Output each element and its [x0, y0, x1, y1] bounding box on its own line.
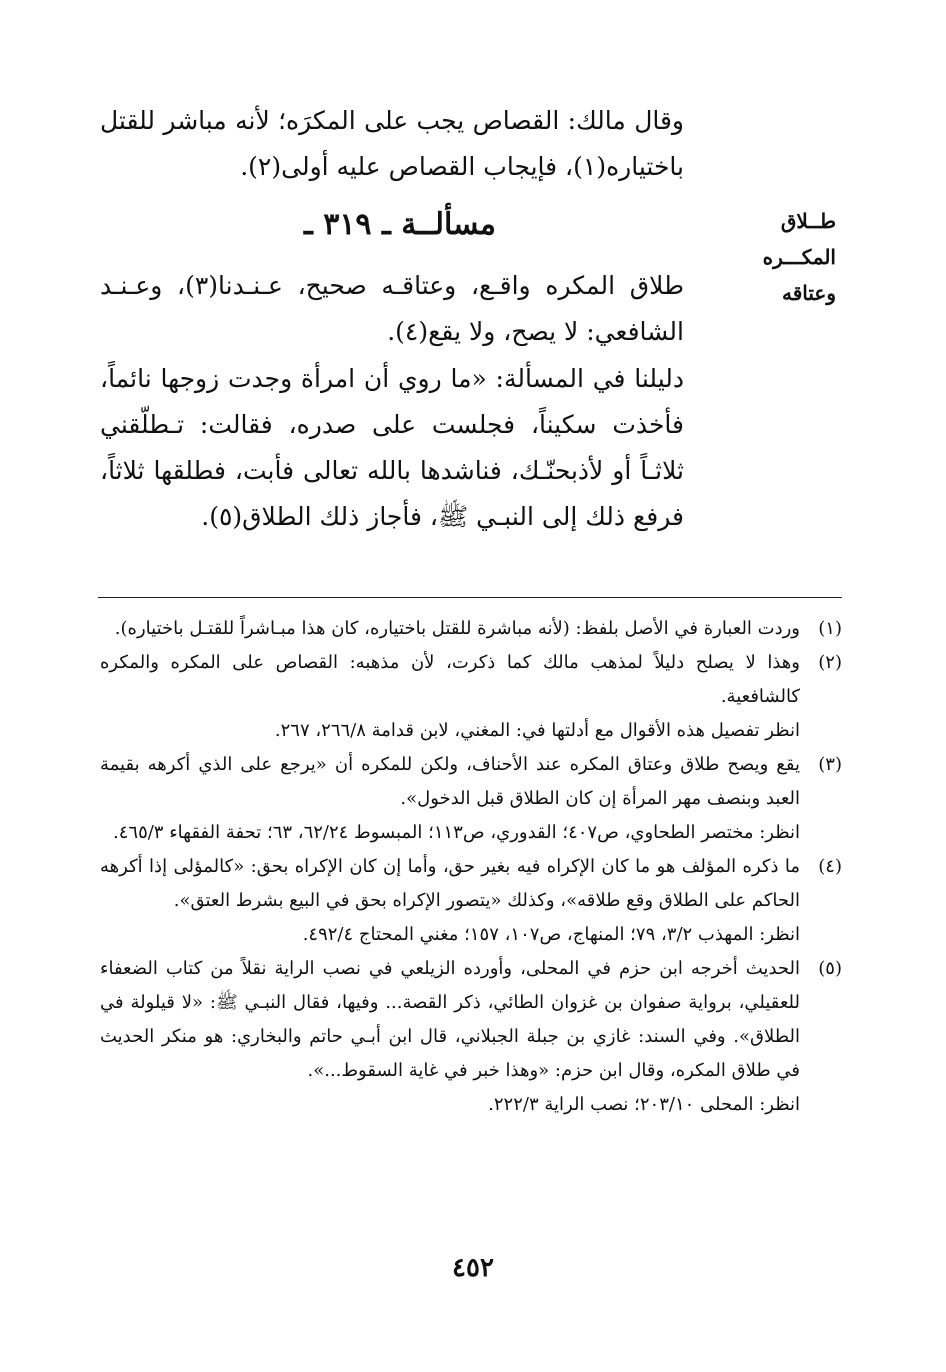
footnote-number: (١): [818, 618, 842, 639]
footnote-body: [100, 748, 800, 850]
footnote-5: [100, 952, 842, 1122]
footnote-4: [100, 850, 842, 952]
footnote-reference: انظر: مختصر الطحاوي، ص٤٠٧؛ القدوري، ص١١٣؛ المبسوط ٦٢/٢٤، ٦٣؛ تحفة الفقهاء ٤٦٥/٣.: [113, 822, 800, 843]
footnote-3: [100, 748, 842, 850]
footnote-number: (٤): [818, 856, 842, 877]
footnote-number: (٣): [818, 754, 842, 775]
paragraph-ruling: طلاق المكره واقـع، وعتاقـه صحيح، عـنـدنا(٣)، وعـنـد الشافعي: لا يصح، ولا يقع(٤).: [100, 271, 684, 346]
footnote-line: ما ذكره المؤلف هو ما كان الإكراه فيه بغير حق، وأما إن كان الإكراه بحق: «كالمؤلى إذا أكرهه الحاكم على الطلاق وقع طلاقه»، وكذلك «يتصور الإكراه بحق في البيع بشرط العتق».: [100, 856, 800, 911]
footnotes: [100, 612, 842, 1122]
footnote-reference: انظر: المهذب ٣/٢، ٧٩؛ المنهاج، ص١٠٧، ١٥٧؛ مغني المحتاج ٤٩٢/٤.: [302, 924, 800, 945]
footnote-body: [100, 850, 800, 952]
footnote-body: [100, 612, 800, 646]
footnote-reference: انظر تفصيل هذه الأقوال مع أدلتها في: المغني، لابن قدامة ٢٦٦/٨، ٢٦٧.: [274, 720, 800, 741]
footnote-2: [100, 646, 842, 748]
footnote-line: وردت العبارة في الأصل بلفظ: (لأنه مباشرة للقتل باختياره، كان هذا مبـاشراً للقتـل باختياره).: [114, 618, 800, 639]
footnote-line: وهذا لا يصلح دليلاً لمذهب مالك كما ذكرت، لأن مذهبه: القصاص على المكره والمكره كالشافعية.: [100, 652, 800, 707]
paragraph-evidence: دليلنا في المسألة: «ما روي أن امرأة وجدت زوجها نائماً، فأخذت سكيناً، فجلست على صدره، فقالت: تـطلّقني ثلاثـاً أو لأذبحنّـك، فناشدها بالله تعالى فأبت، فطلقها ثلاثاً، فرفع ذلك إلى النبـي ﷺ، فأجاز ذلك الطلاق(٥).: [100, 364, 684, 531]
page-number: ٤٥٢: [452, 1253, 494, 1283]
issue-heading: مسألــة ـ ٣١٩ ـ: [303, 207, 496, 242]
paragraph-malik-opinion: وقال مالك: القصاص يجب على المكرَه؛ لأنه مباشر للقتل باختياره(١)، فإيجاب القصاص عليه أولى(٢).: [100, 106, 684, 181]
footnote-1: [100, 612, 842, 646]
footnote-body: [100, 646, 800, 748]
footnote-number: (٥): [818, 958, 842, 979]
footnote-reference: انظر: المحلى ٢٠٣/١٠؛ نصب الراية ٢٢٢/٣.: [488, 1094, 800, 1115]
footnote-body: [100, 952, 800, 1122]
footnote-line: الحديث أخرجه ابن حزم في المحلى، وأورده الزيلعي في نصب الراية نقلاً من كتاب الضعفاء للعقيلي، برواية صفوان بن غزوان الطائي، ذكر القصة... وفيها، فقال النبـي ﷺ: «لا قيلولة في الطلاق». وفي السند: غازي بن جبلة الجبلاني، قال ابن أبـي حاتم والبخاري: هو منكر الحديث في طلاق المكره، وقال ابن حزم: «وهذا خبر في غاية السقوط...».: [100, 958, 800, 1081]
footnote-line: يقع ويصح طلاق وعتاق المكره عند الأحناف، ولكن للمكره أن «يرجع على الذي أكرهه بقيمة العبد وبنصف مهر المرأة إن كان الطلاق قبل الدخول».: [100, 754, 800, 809]
footnote-divider: [98, 597, 842, 598]
footnote-number: (٢): [818, 652, 842, 673]
side-note: طــلاق المكـــره وعتاقه: [762, 209, 836, 305]
